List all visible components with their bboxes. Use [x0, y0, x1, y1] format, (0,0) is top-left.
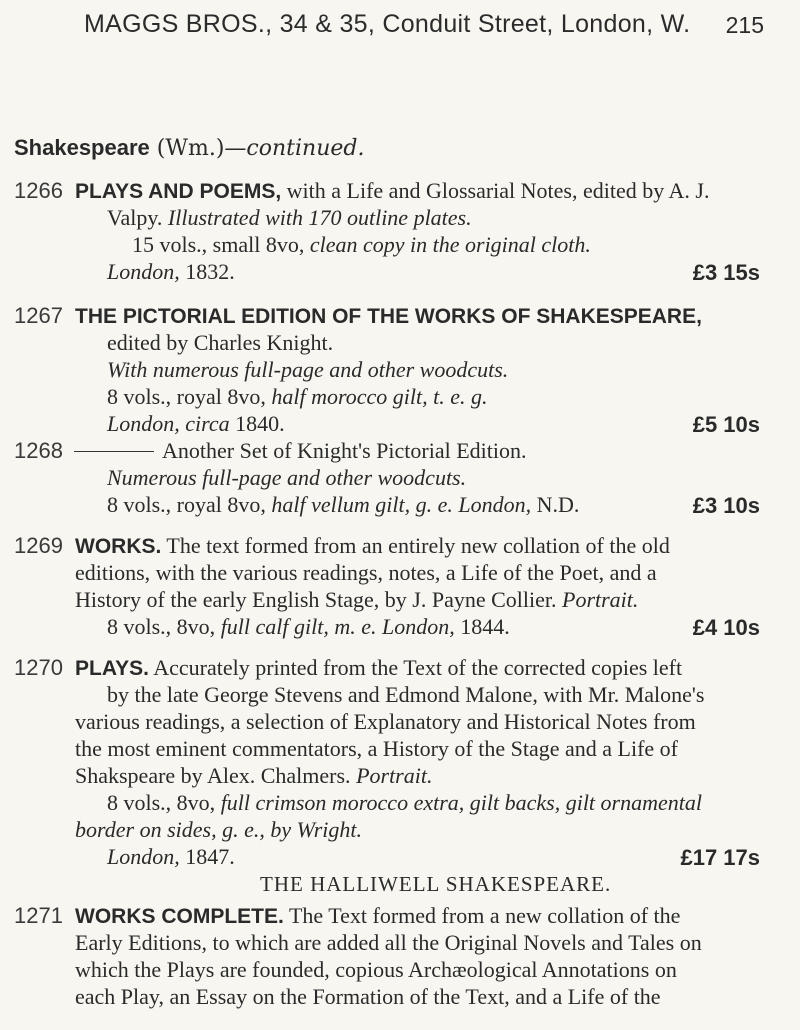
- entry-text: Valpy.: [107, 205, 168, 230]
- entry-text-italic: half vellum gilt, g. e. London,: [271, 492, 532, 517]
- entry-text: 8 vols., royal 8vo,: [107, 384, 272, 409]
- entry-text-italic: London,: [107, 259, 180, 284]
- entry-number: 1271: [14, 903, 63, 928]
- entry-text: Early Editions, to which are added all the Original Novels and Tales on: [75, 930, 702, 955]
- entry-line: [107, 492, 579, 518]
- entry-line: [75, 303, 702, 330]
- entry-number: 1266: [14, 178, 63, 203]
- entry-line: [107, 682, 704, 708]
- entry-text: Accurately printed from the Text of the corrected copies left: [148, 655, 683, 680]
- continued-label: —continued.: [224, 136, 365, 161]
- entry-text-italic: full calf gilt, m. e. London,: [220, 614, 455, 639]
- author-initial: (Wm.): [156, 136, 225, 161]
- ditto-rule: [74, 451, 154, 452]
- entry-text: which the Plays are founded, copious Archæological Annotations on: [75, 957, 677, 982]
- entry-line: [107, 614, 510, 640]
- entry-text: 15 vols., small 8vo,: [132, 232, 310, 257]
- entry-text-italic: Numerous full-page and other woodcuts.: [107, 465, 467, 490]
- entry-text: The Text formed from a new collation of the: [283, 903, 681, 928]
- entry-text-italic: London, circa: [107, 411, 230, 436]
- entry-text-italic: clean copy in the original cloth.: [309, 232, 591, 257]
- entry-headword: THE PICTORIAL EDITION OF THE WORKS OF SHAKESPEARE,: [75, 305, 702, 328]
- entry-text-italic: half morocco gilt, t. e. g.: [271, 384, 488, 409]
- author-name: Shakespeare: [14, 135, 150, 160]
- entry-line: [107, 411, 285, 437]
- entry-line: [107, 790, 702, 816]
- entry-text-italic: With numerous full-page and other woodcuts.: [107, 357, 509, 382]
- entry-text: 1832.: [179, 259, 235, 284]
- entry-text-italic: Portrait.: [562, 587, 639, 612]
- entry-text: 8 vols., 8vo,: [107, 614, 221, 639]
- entry-text: by the late George Stevens and Edmond Malone, with Mr. Malone's: [107, 682, 705, 707]
- entry-text: Shakspeare by Alex. Chalmers.: [75, 763, 357, 788]
- entry-line: [75, 930, 702, 956]
- entry-text: edited by Charles Knight.: [107, 330, 334, 355]
- entry-number: 1270: [14, 655, 63, 680]
- entry-line: [75, 709, 696, 735]
- entry-headword: WORKS.: [75, 535, 162, 558]
- entry-line: [75, 178, 709, 205]
- entry-line: [75, 763, 432, 789]
- entry-headword: WORKS COMPLETE.: [75, 905, 284, 928]
- entry-text-italic: full crimson morocco extra, gilt backs, gilt ornamental: [220, 790, 702, 815]
- entry-line: [75, 560, 657, 586]
- entry-line: [107, 465, 466, 491]
- entry-line: [162, 438, 526, 464]
- entry-line: [107, 330, 333, 356]
- entry-text: N.D.: [531, 492, 580, 517]
- entry-text: the most eminent commentators, a History of the Stage and a Life of: [75, 736, 679, 761]
- publisher-address: MAGGS BROS., 34 & 35, Conduit Street, London, W.: [84, 10, 691, 38]
- entry-text: various readings, a selection of Explanatory and Historical Notes from: [75, 709, 696, 734]
- entry-line: [75, 957, 677, 983]
- section-heading: [14, 135, 364, 161]
- entry-line: [107, 384, 488, 410]
- entry-line: [75, 903, 680, 930]
- entry-text: 1840.: [229, 411, 285, 436]
- entry-line: [107, 259, 235, 285]
- price: £3 10s: [692, 493, 760, 518]
- price: £4 10s: [692, 615, 760, 640]
- entry-number: 1269: [14, 533, 63, 558]
- entry-line: [75, 587, 638, 613]
- entry-text-italic: Illustrated with 170 outline plates.: [167, 205, 472, 230]
- entry-text: 1844.: [454, 614, 510, 639]
- entry-line: [75, 736, 678, 762]
- entry-text: History of the early English Stage, by J. Payne Collier.: [75, 587, 562, 612]
- entry-line: [107, 844, 235, 870]
- entry-text-italic: border on sides, g. e., by Wright.: [75, 817, 362, 842]
- price: £3 15s: [692, 260, 760, 285]
- entry-number: 1267: [14, 303, 63, 328]
- price: £5 10s: [692, 412, 760, 437]
- entry-headword: PLAYS.: [75, 657, 149, 680]
- subheading: THE HALLIWELL SHAKESPEARE.: [260, 872, 612, 896]
- entry-line: [132, 232, 591, 258]
- entry-text: The text formed from an entirely new collation of the old: [161, 533, 670, 558]
- page-number: 215: [725, 12, 764, 38]
- entry-line: [75, 533, 670, 560]
- entry-text-italic: Portrait.: [356, 763, 433, 788]
- entry-text: editions, with the various readings, notes, a Life of the Poet, and a: [75, 560, 657, 585]
- entry-number: 1268: [14, 438, 63, 463]
- entry-text: 8 vols., royal 8vo,: [107, 492, 272, 517]
- entry-line: [75, 817, 362, 843]
- entry-line: [107, 357, 508, 383]
- entry-text: 1847.: [179, 844, 235, 869]
- entry-text: Another Set of Knight's Pictorial Edition.: [162, 438, 527, 463]
- entry-text: with a Life and Glossarial Notes, edited by A. J.: [281, 178, 710, 203]
- entry-line: [107, 205, 472, 231]
- entry-headword: PLAYS AND POEMS,: [75, 180, 282, 203]
- entry-text-italic: London,: [107, 844, 180, 869]
- entry-line: [75, 655, 682, 682]
- entry-text: each Play, an Essay on the Formation of the Text, and a Life of the: [75, 984, 661, 1009]
- price: £17 17s: [680, 845, 760, 870]
- entry-text: 8 vols., 8vo,: [107, 790, 221, 815]
- entry-line: [75, 984, 661, 1010]
- page-header: [0, 10, 800, 40]
